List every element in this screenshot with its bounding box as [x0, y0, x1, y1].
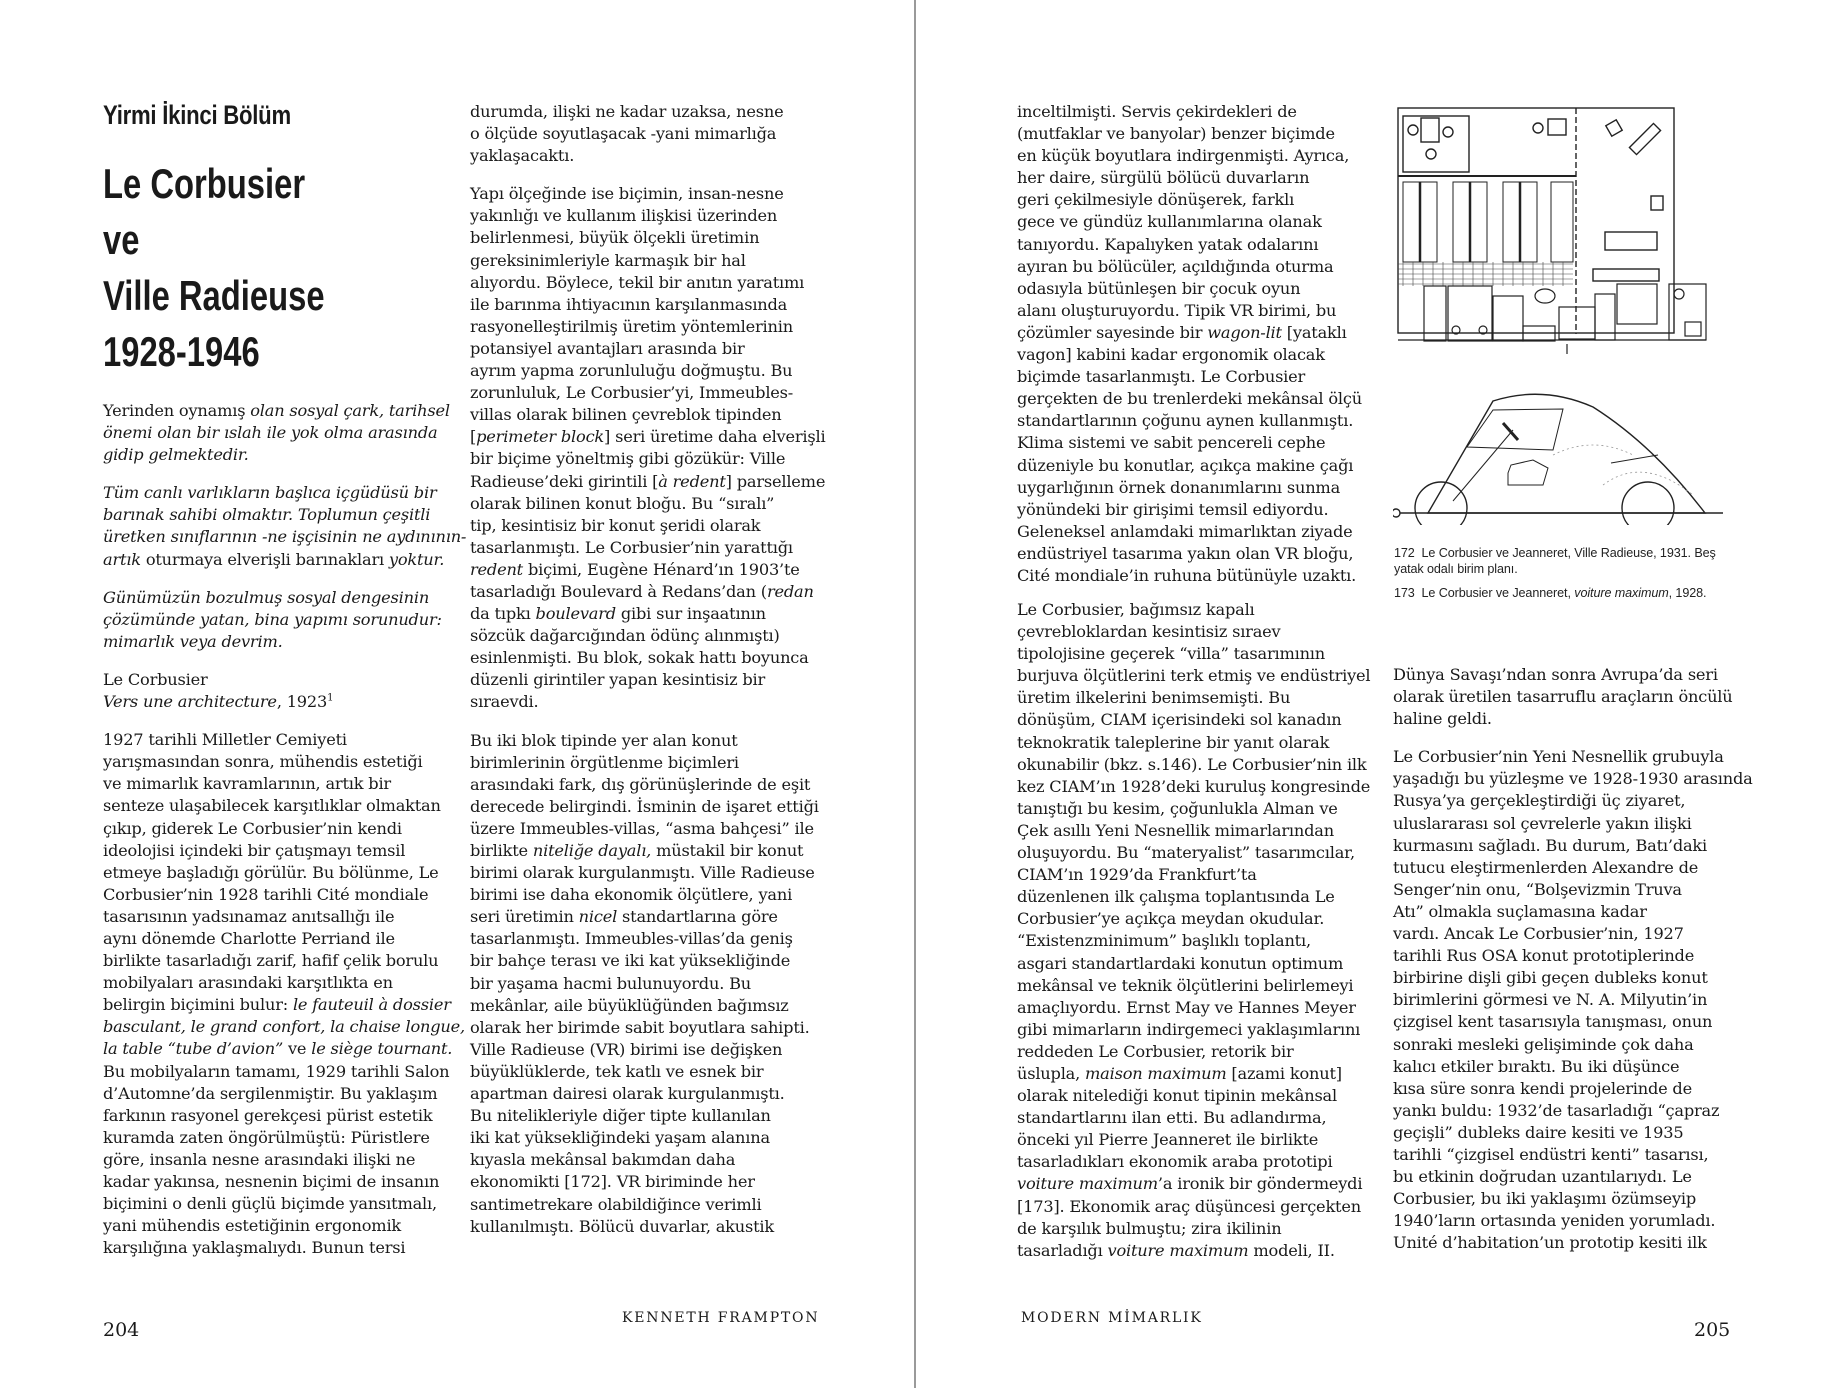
body-line: olarak bilinen konut bloğu. Bu “sıralı” — [470, 493, 775, 513]
body-line: villas olarak bilinen çevreblok tipinden — [470, 405, 782, 425]
body-line: ayrım yapma zorunluluğu doğmuştu. Bu — [470, 361, 793, 381]
body-line: Dünya Savaşı’ndan sonra Avrupa’da seri — [1393, 665, 1718, 684]
body-line: Atı” olmakla suçlamasına kadar — [1393, 901, 1647, 921]
book-gutter — [914, 0, 916, 1388]
body-line: kısa süre sonra kendi projelerinde de — [1393, 1078, 1692, 1098]
body-line: vardı. Ancak Le Corbusier’nin, 1927 — [1393, 924, 1684, 944]
body-line: kuramda zaten öngörülmüştü: Püristlere — [103, 1127, 430, 1147]
epigraph-line: barınak sahibi olmaktır. Toplumun çeşitli — [103, 505, 431, 525]
body-line: okunabilir (bkz. s.146). Le Corbusier’nin ilk — [1017, 754, 1367, 774]
body-line: standartlarının çoğunu aynen kullanmıştı. — [1017, 411, 1354, 431]
body-line: rasyonelleştirilmiş üretim yöntemlerinin — [470, 316, 793, 336]
chapter-title — [103, 156, 325, 380]
body-line: Corbusier’ye açıkça meydan okudular. — [1017, 909, 1325, 929]
body-line: mekânlar, aile büyüklüğünden bağımsız — [470, 995, 789, 1015]
body-line: vagon] kabini kadar ergonomik olacak — [1017, 345, 1325, 365]
body-line: yaklaşacaktı. — [470, 146, 575, 166]
body-line: Corbusier, bu iki yaklaşımı özümseyip — [1393, 1189, 1697, 1209]
running-head-book-title: MODERN MİMARLIK — [1021, 1310, 1203, 1326]
epigraph-line: çözümünde yatan, bina yapımı sorunudur: — [103, 609, 442, 629]
right-column-1 — [1017, 101, 1362, 587]
body-line: santimetrekare olabildiğince verimli — [470, 1194, 762, 1214]
body-line: seri üretimin nicel standartlarına göre — [470, 907, 778, 927]
body-line: olarak üretilen tasarruflu araçların öncülü — [1393, 687, 1733, 707]
body-line: birimi ise daha ekonomik ölçütlere, yani — [470, 885, 793, 905]
body-line: la table “tube d’avion” ve le siège tournant. — [103, 1039, 453, 1059]
body-line: düzenlenen ilk çalışma toplantısında Le — [1017, 887, 1335, 907]
body-line: yönündeki bir girişimi temsil ediyordu. — [1017, 499, 1329, 519]
body-line: derecede belirgindi. İsminin de işaret ettiği — [470, 796, 819, 816]
body-line: olarak nitelediği konut tipinin mekânsal — [1017, 1086, 1337, 1106]
body-line: gibi mimarların indirgemeci yaklaşımlarını — [1017, 1019, 1361, 1039]
body-line: [perimeter block] seri üretime daha elverişli — [470, 427, 826, 447]
body-line: Klima sistemi ve sabit pencereli cephe — [1017, 433, 1326, 453]
body-line: her daire, sürgülü bölücü duvarların — [1017, 168, 1310, 188]
body-line: düzeniyle bu konutlar, açıkça makine çağı — [1017, 455, 1354, 475]
figure-172-caption: 172 Le Corbusier ve Jeanneret, Ville Radieuse, 1931. Beş yatak odalı birim planı. — [1394, 546, 1716, 576]
body-line: olarak her birimde sabit boyutlara sahipti. — [470, 1017, 810, 1037]
body-line: Geleneksel anlamdaki mimarlıktan ziyade — [1017, 521, 1353, 541]
body-line: üslupla, maison maximum [azami konut] — [1017, 1063, 1342, 1083]
body-line: yankı buldu: 1932’de tasarladığı “çapraz — [1393, 1100, 1720, 1120]
body-line: Le Corbusier, bağımsız kapalı — [1017, 600, 1255, 619]
body-line: odasıyla bütünleşen bir çocuk oyun — [1017, 278, 1301, 298]
chapter-label: Yirmi İkinci Bölüm — [103, 100, 291, 130]
body-line: tip, kesintisiz bir konut şeridi olarak — [470, 515, 761, 535]
body-line: (mutfaklar ve banyolar) benzer biçimde — [1017, 124, 1335, 144]
body-line: kalıcı etkiler bıraktı. Bu iki düşünce — [1393, 1056, 1680, 1076]
body-line: tasarladığı Boulevard à Redans’dan (redan — [470, 581, 814, 601]
body-line: yarışmasından sonra, mühendis estetiği — [103, 752, 423, 772]
body-line: asgari standartlardaki konutun optimum — [1017, 953, 1344, 973]
body-line: de karşılık bulmuştu; zira ikilinin — [1017, 1218, 1282, 1238]
body-line: ile barınma ihtiyacının karşılanmasında — [470, 294, 788, 314]
epigraph-source: Vers une architecture, 1923$^1$ — [103, 692, 334, 712]
body-line: birimi olarak kurgulanmıştı. Ville Radieuse — [470, 863, 815, 883]
body-line: Bu nitelikleriyle diğer tipte kullanılan — [470, 1106, 771, 1126]
body-line: d’Automne’da sergilenmiştir. Bu yaklaşım — [103, 1083, 438, 1103]
body-line: Unité d’habitation’un prototip kesiti ilk — [1393, 1233, 1707, 1253]
body-line: Cité mondiale’in ruhuna bütünüyle uzaktı. — [1017, 565, 1357, 585]
epigraph-line: üretken sınıflarının -ne işçisinin ne aydınının- — [103, 527, 467, 547]
body-line: [173]. Ekonomik araç düşüncesi gerçekten — [1017, 1196, 1361, 1216]
body-line: Yapı ölçeğinde ise biçimin, insan-nesne — [470, 184, 784, 204]
body-line: zorunluluk, Le Corbusier’yi, Immeubles- — [470, 383, 794, 403]
body-line: “Existenzminimum” başlıklı toplantı, — [1017, 931, 1311, 951]
body-line: tarihli “çizgisel endüstri kenti” tasarısı, — [1393, 1144, 1709, 1164]
body-line: tasarlanmıştı. Immeubles-villas’da geniş — [470, 929, 793, 949]
body-line: Bu mobilyaların tamamı, 1929 tarihli Salon — [103, 1061, 450, 1081]
body-line: tasarladıkları ekonomik araba prototipi — [1017, 1152, 1333, 1172]
body-line: kez CIAM’ın 1928’deki kuruluş kongresinde — [1017, 776, 1371, 796]
body-line: mekânsal ve teknik ölçütlerini belirlemeyi — [1017, 975, 1354, 995]
body-line: belirgin biçimini bulur: le fauteuil à dossier — [103, 995, 451, 1015]
epigraph-line: Tüm canlı varlıkların başlıca içgüdüsü bir — [103, 483, 437, 503]
body-line: tanıştığı bu kesim, çoğunlukla Alman ve — [1017, 798, 1338, 818]
title-line: Le Corbusier — [103, 160, 306, 207]
body-line: tanıyordu. Kapalıyken yatak odalarını — [1017, 234, 1319, 254]
epigraph-line: gidip gelmektedir. — [103, 445, 249, 465]
body-line: Bu iki blok tipinde yer alan konut — [470, 730, 738, 750]
body-line: reddeden Le Corbusier, retorik bir — [1017, 1041, 1294, 1061]
epigraph-line: önemi olan bir ıslah ile yok olma arasında — [103, 423, 438, 443]
body-line: alıyordu. Böylece, tekil bir anıtın yaratımı — [470, 272, 805, 292]
body-line: kadar yakınsa, nesnenin biçimi de insanın — [103, 1172, 440, 1191]
body-line: yakınlığı ve kullanım ilişkisi üzerinden — [470, 206, 778, 226]
body-line: göre, insanla nesne arasındaki ilişki ne — [103, 1149, 416, 1169]
body-line: bu etkinin doğrudan uzantılarıydı. Le — [1393, 1167, 1692, 1187]
epigraph-line: Yerinden oynamış olan sosyal çark, tarihsel — [103, 401, 450, 420]
body-line: birlikte niteliğe dayalı, müstakil bir konut — [470, 841, 804, 860]
epigraph-line: artık oturmaya elverişli barınakları yoktur. — [103, 549, 445, 569]
body-line: geri çekilmesiyle dönüşerek, farklı — [1017, 190, 1295, 210]
body-line: üzere Immeubles-villas, “asma bahçesi” ile — [470, 818, 814, 838]
body-line: alanı oluşturuyordu. Tipik VR birimi, bu — [1017, 300, 1337, 320]
body-line: ideolojisi içindeki bir çatışmayı temsil — [103, 840, 406, 860]
body-line: sözcük dağarcığından ödünç alınmıştı) — [470, 626, 780, 646]
title-line: ve — [103, 216, 140, 263]
body-line: oluşuyordu. Bu “materyalist” tasarımcılar, — [1017, 843, 1355, 863]
body-line: birimlerini görmesi ve N. A. Milyutin’in — [1393, 990, 1708, 1010]
body-line: çizgisel kent tasarısıyla tanışması, onun — [1393, 1012, 1713, 1032]
body-line: gereksinimleriyle karmaşık bir hal — [470, 250, 746, 270]
body-line: kurmasını sağladı. Bu durum, Batı’daki — [1393, 835, 1708, 855]
body-line: durumda, ilişki ne kadar uzaksa, nesne — [470, 102, 784, 121]
left-column-1 — [103, 400, 466, 1259]
body-line: kıyasla mekânsal bakımdan daha — [470, 1150, 736, 1170]
body-line: dönüşüm, CIAM içerisindeki sol kanadın — [1017, 710, 1342, 730]
right-column-1-lower — [1017, 599, 1370, 1262]
body-line: inceltilmişti. Servis çekirdekleri de — [1017, 102, 1297, 121]
body-line: standartlarını ilan etti. Bu adlandırma, — [1017, 1108, 1327, 1128]
body-line: birbirine dişli gibi geçen dubleks konut — [1393, 968, 1708, 988]
body-line: gece ve gündüz kullanımlarına olanak — [1017, 212, 1322, 232]
body-line: 1927 tarihli Milletler Cemiyeti — [103, 730, 347, 750]
body-line: redent biçimi, Eugène Hénard’ın 1903’te — [470, 559, 800, 579]
body-line: teknokratik taleplerine bir yanıt olarak — [1017, 732, 1330, 752]
body-line: üretim ilkelerini benimsemişti. Bu — [1017, 688, 1291, 708]
body-line: Le Corbusier’nin Yeni Nesnellik grubuyla — [1393, 747, 1724, 767]
body-line: geçişli” dubleks daire kesiti ve 1935 — [1393, 1122, 1684, 1142]
body-line: tasarısının yadsınamaz anıtsallığı ile — [103, 906, 395, 926]
figure-number: 172 — [1394, 546, 1415, 560]
body-line: burjuva ölçütlerini terk etmiş ve endüstriyel — [1017, 666, 1371, 686]
body-line: Çek asıllı Yeni Nesnellik mimarlarından — [1017, 820, 1334, 840]
body-line: etmeye başladığı görülür. Bu bölünme, Le — [103, 862, 439, 882]
body-line: gerçekten de bu trenlerdeki mekânsal ölçü — [1017, 389, 1362, 409]
body-line: esinlenmişti. Bu blok, sokak hattı boyunca — [470, 648, 809, 668]
epigraph-line: Günümüzün bozulmuş sosyal dengesinin — [103, 587, 430, 607]
body-line: Radieuse’deki girintili [à redent] parselleme — [470, 471, 826, 491]
body-line: çözümler sayesinde bir wagon-lit [yataklı — [1017, 322, 1347, 342]
body-line: ve mimarlık kavramlarının, artık bir — [103, 774, 391, 794]
figure-number: 173 — [1394, 586, 1415, 600]
body-line: karşılığına yaklaşmalıydı. Bunun tersi — [103, 1238, 406, 1258]
body-line: birlikte tasarladığı zarif, hafif çelik borulu — [103, 951, 439, 971]
epigraph-line: mimarlık veya devrim. — [103, 631, 283, 651]
body-line: uygarlığının örnek donanımlarını sunma — [1017, 477, 1341, 497]
body-line: mobilyaları arasındaki karşıtlıkta en — [103, 973, 393, 993]
body-line: arasındaki fark, dış görünüşlerinde de eşit — [470, 774, 811, 794]
running-head-author: KENNETH FRAMPTON — [622, 1310, 820, 1326]
body-line: çıkıp, giderek Le Corbusier’nin kendi — [103, 818, 402, 838]
body-line: Ville Radieuse (VR) birimi ise değişken — [470, 1039, 783, 1059]
body-line: biçimde tasarlanmıştı. Le Corbusier — [1017, 367, 1306, 387]
body-line: amaçlıyordu. Ernst May ve Hannes Meyer — [1017, 997, 1356, 1017]
body-line: haline geldi. — [1393, 709, 1492, 729]
body-line: bir biçime yöneltmiş gibi gözükür: Ville — [470, 449, 786, 469]
page-number-left: 204 — [103, 1319, 140, 1341]
body-line: Senger’nin onu, “Bolşevizmin Truva — [1393, 879, 1682, 899]
body-line: yaşadığı bu yüzleşme ve 1928-1930 arasında — [1393, 769, 1753, 789]
epigraph-author: Le Corbusier — [103, 669, 208, 689]
body-line: belirlenmesi, büyük ölçekli üretimin — [470, 228, 760, 248]
body-line: senteze ulaşabilecek karşıtlıklar olmaktan — [103, 796, 441, 816]
body-line: tipolojisine geçerek “villa” tasarımının — [1017, 644, 1326, 664]
left-column-2 — [470, 101, 825, 1238]
page-number-right: 205 — [1694, 1319, 1731, 1341]
body-line: en küçük boyutlara indirgenmişti. Ayrıca, — [1017, 146, 1350, 166]
body-line: biçimini o denli güçlü biçimde yansıtmalı, — [103, 1194, 437, 1214]
body-line: önceki yıl Pierre Jeanneret ile birlikte — [1017, 1130, 1319, 1150]
body-line: uluslararası sol çevrelerle yakın ilişki — [1393, 813, 1692, 833]
body-line: sonraki mesleki gelişiminde çok daha — [1393, 1034, 1694, 1054]
body-line: tasarladığı voiture maximum modeli, II. — [1017, 1240, 1335, 1260]
body-line: düzenli girintiler yapan kesintisiz bir — [470, 670, 766, 690]
body-line: Rusya’ya gerçekleştirdiği üç ziyaret, — [1393, 791, 1686, 811]
body-line: tarihli Rus OSA konut prototiplerinde — [1393, 946, 1695, 966]
body-line: büyüklüklerde, tek katlı ve esnek bir — [470, 1061, 764, 1081]
body-line: 1940’ların ortasında yeniden yorumladı. — [1393, 1211, 1716, 1231]
body-line: Corbusier’nin 1928 tarihli Cité mondiale — [103, 884, 429, 904]
body-line: tutucu eleştirmenlerden Alexandre de — [1393, 857, 1699, 877]
title-line: Ville Radieuse — [103, 272, 325, 319]
figure-172-floor-plan — [1393, 104, 1733, 354]
body-line: voiture maximum’a ironik bir göndermeydi — [1017, 1174, 1363, 1194]
body-line: basculant, le grand confort, la chaise longue, — [103, 1017, 465, 1037]
title-line: 1928-1946 — [103, 328, 260, 375]
body-line: endüstriyel tasarıma yakın olan VR bloğu, — [1017, 543, 1354, 563]
body-line: bir bahçe terası ve iki kat yüksekliğinde — [470, 951, 791, 971]
body-line: tasarlanmıştı. Le Corbusier’nin yarattığı — [470, 537, 793, 557]
body-line: birimlerinin örgütlenme biçimleri — [470, 752, 739, 772]
footnote-mark: 1 — [327, 692, 334, 704]
body-line: çevrebloklardan kesintisiz sıraev — [1017, 622, 1281, 642]
body-line: kullanılmıştı. Bölücü duvarlar, akustik — [470, 1216, 774, 1236]
body-line: sıraevdi. — [470, 692, 539, 712]
body-line: apartman dairesi olarak kurgulanmıştı. — [470, 1084, 785, 1104]
right-column-2 — [1393, 664, 1753, 1254]
body-line: yani mühendis estetiğinin ergonomik — [103, 1216, 402, 1236]
body-line: aynı dönemde Charlotte Perriand ile — [103, 928, 395, 948]
body-line: CIAM’ın 1929’da Frankfurt’ta — [1017, 865, 1257, 885]
body-line: potansiyel avantajları arasında bir — [470, 338, 745, 358]
body-line: ekonomikti [172]. VR biriminde her — [470, 1172, 755, 1192]
figure-173-car-drawing — [1393, 385, 1733, 525]
figure-173-caption: 173 Le Corbusier ve Jeanneret, voiture maximum, 1928. — [1394, 586, 1707, 600]
body-line: bir yaşama hacmi bulunuyordu. Bu — [470, 973, 752, 993]
body-line: iki kat yüksekliğindeki yaşam alanına — [470, 1128, 770, 1148]
body-line: ayıran bu bölücüler, açıldığında oturma — [1017, 256, 1334, 276]
body-line: da tıpkı boulevard gibi sur inşaatının — [470, 604, 766, 624]
body-line: farkının rasyonel gerekçesi pürist estetik — [103, 1105, 433, 1125]
body-line: o ölçüde soyutlaşacak -yani mimarlığa — [470, 124, 777, 144]
